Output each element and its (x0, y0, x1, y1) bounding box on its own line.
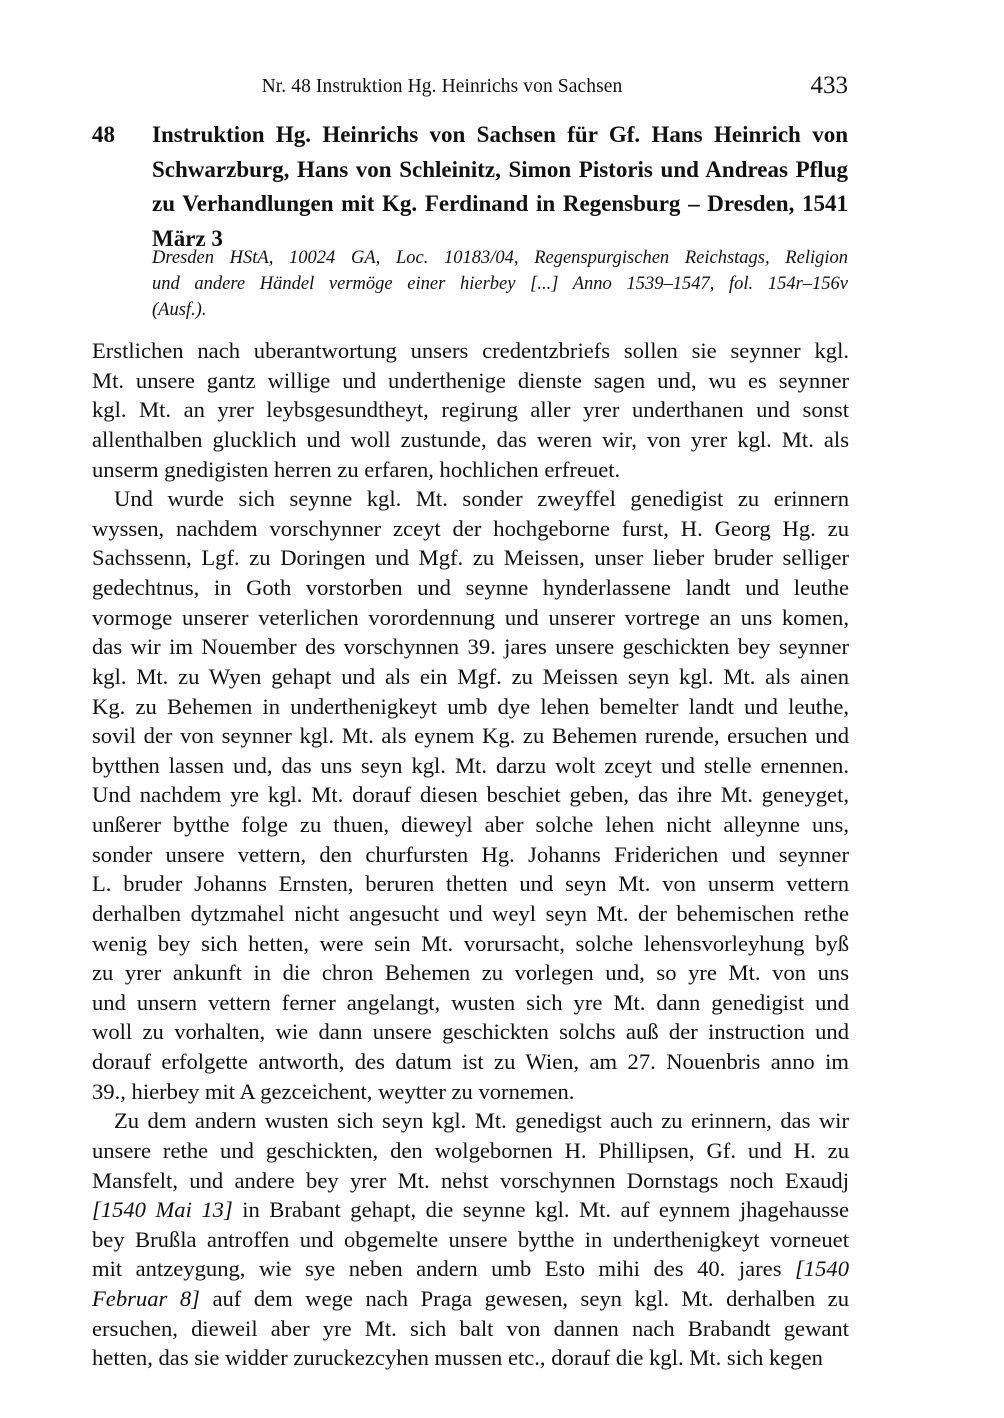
page-number: 433 (810, 72, 848, 99)
paragraph-3 (92, 1106, 849, 1373)
text-line-with-editorial-date: mit antzeygung, wie sye neben andern umb Esto mihi des 40. jares [1540 (92, 1256, 849, 1282)
text-line: gedechtnus, in Goth vorstorben und seynne hynderlassene landt und leuthe (92, 575, 849, 600)
archival-source-note (152, 245, 848, 323)
text-line: Kg. zu Behemen in underthenigkeyt umb dye lehen bemelter landt und leuthe, (92, 693, 849, 719)
text-line: Und nachdem yre kgl. Mt. dorauf diesen beschiet geben, das ihre Mt. geneyget, (92, 782, 849, 808)
text-line: unßerer bytthe folge zu thuen, dieweyl aber solche lehen nicht alleynne uns, (92, 812, 849, 837)
text-line: Sachssenn, Lgf. zu Doringen und Mgf. zu Meissen, unser lieber bruder selliger (92, 545, 849, 571)
document-heading (92, 118, 848, 256)
text-line-with-editorial-date: Februar 8] auf dem wege nach Praga gewesen, seyn kgl. Mt. derhalben zu (92, 1286, 849, 1311)
text-line: sovil der von seynner kgl. Mt. als eynem Kg. zu Behemen rurende, ersuchen und (92, 723, 849, 749)
text-line: L. bruder Johanns Ernsten, beruren thetten und seyn Mt. von unserm vettern (92, 871, 849, 897)
text-line: 39., hierbey mit A gezceichent, weytter zu vornemen. (92, 1078, 575, 1104)
text-line: derhalben dytzmahel nicht angesucht und weyl seyn Mt. der behemischen rethe (92, 900, 849, 926)
text-line: vormoge unserer veterlichen vorordennung und unserer vortrege an uns komen, (92, 604, 849, 630)
text-line-with-editorial-date: [1540 Mai 13] in Brabant gehapt, die seynne kgl. Mt. auf eynnem jhagehausse (92, 1197, 849, 1223)
text-line: bey Brußla antroffen und obgemelte unsere bytthe in underthenigkeyt vorneuet (92, 1226, 849, 1252)
text-line: Zu dem andern wusten sich seyn kgl. Mt. genedigst auch zu erinnern, das wir (114, 1108, 849, 1134)
document-number: 48 (92, 122, 115, 147)
paragraph-2 (92, 484, 849, 1106)
document-title-line: Instruktion Hg. Heinrichs von Sachsen für Gf. Hans Heinrich von (152, 122, 848, 147)
source-note-line: und andere Händel vermöge einer hierbey [...] Anno 1539–1547, fol. 154r–156v (152, 274, 848, 294)
text-line: sonder unsere vettern, den churfursten Hg. Johanns Friderichen und seynner (92, 841, 849, 867)
text-line: das wir im Nouember des vorschynnen 39. jares unsere geschickten bey seynner (92, 634, 849, 660)
text-line: Mt. unsere gantz willige und underthenige dienste sagen und, wu es seynner (92, 367, 849, 393)
text-line: kgl. Mt. an yrer leybsgesundtheyt, regirung aller yrer underthanen und sonst (92, 397, 849, 423)
text-line: unserm gnedigisten herren zu erfaren, hochlichen erfreuet. (92, 456, 621, 482)
text-line: wenig bey sich hetten, were sein Mt. vorursacht, solche lehensvorleyhung byß (92, 930, 849, 956)
text-line: ersuchen, dieweil aber yre Mt. sich balt von dannen nach Brabandt gewant (92, 1315, 849, 1341)
text-line: bytthen lassen und, das uns seyn kgl. Mt. darzu wolt zceyt und stelle ernennen. (92, 752, 849, 778)
text-line: allenthalben glucklich und woll zustunde, das weren wir, von yrer kgl. Mt. als (92, 426, 849, 452)
text-line: und unsern vettern ferner angelangt, wusten sich yre Mt. dann genedigist und (92, 989, 849, 1015)
running-header (92, 72, 848, 106)
text-line: hetten, das sie widder zuruckezcyhen mussen etc., dorauf die kgl. Mt. sich kegen (92, 1345, 823, 1371)
text-line: Erstlichen nach uberantwortung unsers credentzbriefs sollen sie seynner kgl. (92, 338, 849, 363)
text-line: kgl. Mt. zu Wyen gehapt und als ein Mgf. zu Meissen seyn kgl. Mt. als ainen (92, 663, 849, 689)
text-line: Mansfelt, und andere bey yrer Mt. nehst vorschynnen Dornstags noch Exaudj (92, 1167, 849, 1193)
document-title-line: zu Verhandlungen mit Kg. Ferdinand in Regensburg – Dresden, 1541 (152, 191, 848, 216)
document-title-line: März 3 (152, 225, 223, 251)
text-line: dorauf erfolgette antworth, des datum ist zu Wien, am 27. Nouenbris anno im (92, 1049, 849, 1074)
text-line: Und wurde sich seynne kgl. Mt. sonder zweyffel genedigist zu erinnern (114, 486, 849, 512)
document-title (152, 118, 848, 256)
body-text (92, 336, 849, 1373)
text-line: zu yrer ankunft in die chron Behemen zu vorlegen und, so yre Mt. von uns (92, 960, 849, 986)
running-header-title: Nr. 48 Instruktion Hg. Heinrichs von Sachsen (261, 76, 623, 97)
document-title-line: Schwarzburg, Hans von Schleinitz, Simon Pistoris und Andreas Pflug (152, 156, 848, 182)
source-note-line: (Ausf.). (152, 300, 207, 320)
source-note-line: Dresden HStA, 10024 GA, Loc. 10183/04, Regenspurgischen Reichstags, Religion (152, 248, 848, 268)
paragraph-1 (92, 336, 849, 484)
text-line: unsere rethe und geschickten, den wolgebornen H. Phillipsen, Gf. und H. zu (92, 1137, 849, 1163)
text-line: wyssen, nachdem vorschynner zceyt der hochgeborne furst, H. Georg Hg. zu (92, 515, 849, 541)
text-line: woll zu vorhalten, wie dann unsere geschickten solchs auß der instruction und (92, 1019, 849, 1045)
